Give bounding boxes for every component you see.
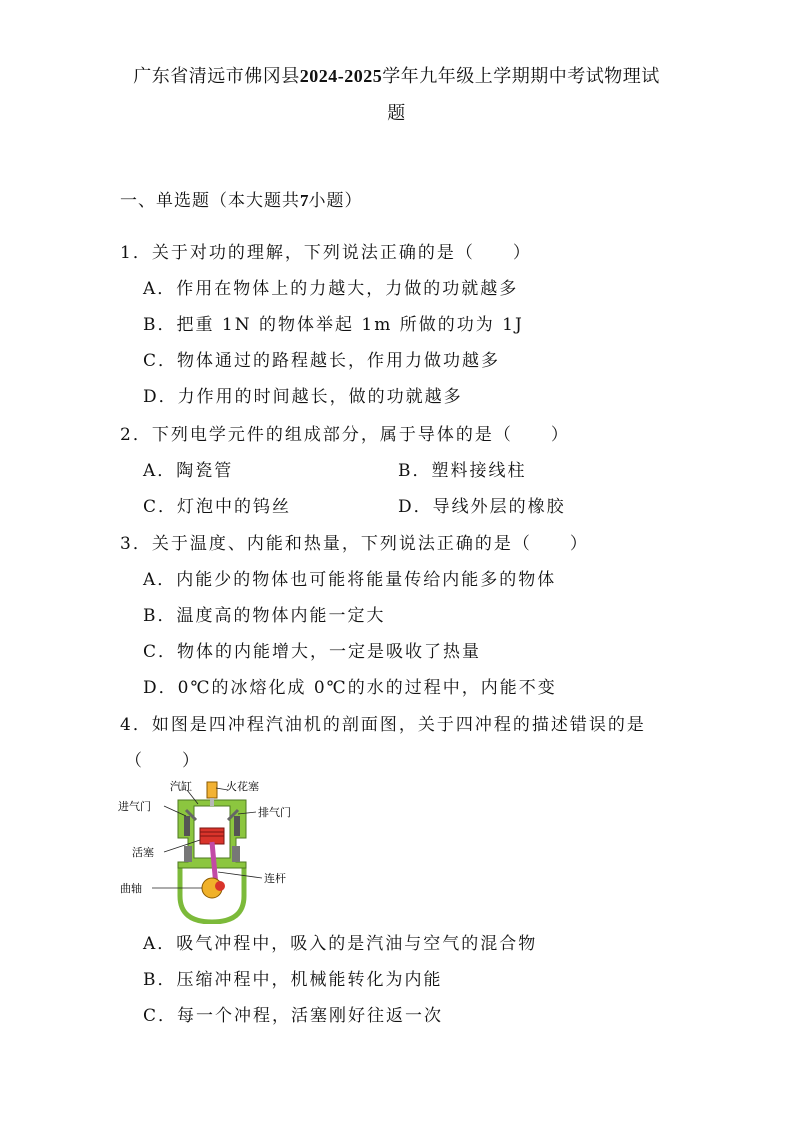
label-piston: 活塞 bbox=[132, 846, 154, 859]
spark-plug-tip bbox=[210, 798, 214, 806]
question-1-option-d: D．力作用的时间越长，做的功就越多 bbox=[143, 387, 463, 407]
label-exhaust-valve: 排气门 bbox=[258, 806, 291, 819]
question-4-option-b: B．压缩冲程中，机械能转化为内能 bbox=[143, 970, 443, 990]
intake-valve-spring bbox=[184, 816, 190, 836]
lower-spring-left bbox=[184, 846, 192, 862]
question-2-option-b: B．塑料接线柱 bbox=[398, 461, 527, 481]
label-spark-plug: 火花塞 bbox=[226, 780, 259, 793]
question-2-option-d: D．导线外层的橡胶 bbox=[398, 497, 566, 517]
label-connecting-rod: 连杆 bbox=[264, 872, 286, 885]
question-3-stem: 3．关于温度、内能和热量，下列说法正确的是（ ） bbox=[120, 534, 589, 554]
leader-line bbox=[218, 872, 262, 878]
section-heading: 一、单选题（本大题共7小题） bbox=[120, 191, 363, 211]
lower-spring-right bbox=[232, 846, 240, 862]
crank-pin bbox=[215, 881, 225, 891]
label-intake-valve: 进气门 bbox=[118, 800, 151, 813]
question-1-option-a: A．作用在物体上的力越大，力做的功就越多 bbox=[143, 279, 519, 299]
engine-cross-section-figure bbox=[112, 776, 312, 924]
question-2-option-c: C．灯泡中的钨丝 bbox=[143, 497, 292, 517]
question-2-stem: 2．下列电学元件的组成部分，属于导体的是（ ） bbox=[120, 425, 570, 445]
question-1-option-b: B．把重 1N 的物体举起 1m 所做的功为 1J bbox=[143, 315, 524, 335]
question-4-option-a: A．吸气冲程中，吸入的是汽油与空气的混合物 bbox=[143, 934, 538, 954]
label-crank: 曲轴 bbox=[120, 882, 142, 895]
question-3-option-c: C．物体的内能增大，一定是吸收了热量 bbox=[143, 642, 482, 662]
question-4-option-c: C．每一个冲程，活塞刚好往返一次 bbox=[143, 1006, 444, 1026]
question-1-option-c: C．物体通过的路程越长，作用力做功越多 bbox=[143, 351, 501, 371]
question-4-stem-line-2: （ ） bbox=[125, 751, 201, 771]
question-4-stem-line-1: 4．如图是四冲程汽油机的剖面图，关于四冲程的描述错误的是 bbox=[120, 715, 646, 735]
title-line-1: 广东省清远市佛冈县2024-2025学年九年级上学期期中考试物理试 bbox=[133, 66, 660, 87]
question-3-option-a: A．内能少的物体也可能将能量传给内能多的物体 bbox=[143, 570, 557, 590]
spark-plug-body bbox=[207, 782, 217, 798]
title-line-2: 题 bbox=[387, 103, 406, 124]
document-title bbox=[110, 58, 683, 132]
question-2-option-a: A．陶瓷管 bbox=[143, 461, 234, 481]
question-3-option-b: B．温度高的物体内能一定大 bbox=[143, 606, 386, 626]
question-1-stem: 1．关于对功的理解，下列说法正确的是（ ） bbox=[120, 243, 532, 263]
label-cylinder: 汽缸 bbox=[170, 780, 192, 793]
question-3-option-d: D．0℃的冰熔化成 0℃的水的过程中，内能不变 bbox=[143, 678, 557, 698]
exhaust-valve-spring bbox=[234, 816, 240, 836]
